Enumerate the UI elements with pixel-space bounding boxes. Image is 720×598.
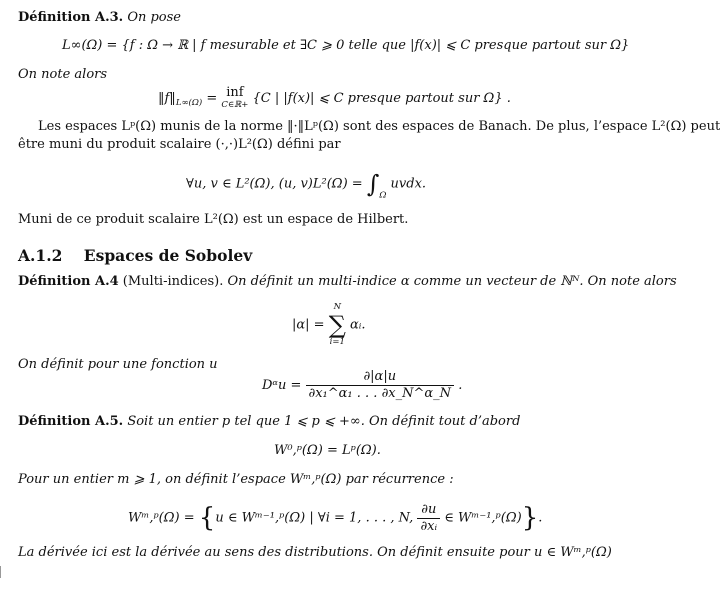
norm-lhs: ‖f‖ <box>158 91 176 106</box>
derivative-lhs: Dᵅu = <box>262 378 302 393</box>
definition-a4-line <box>18 274 677 290</box>
sum-symbol: ∑ <box>328 311 346 339</box>
definition-a4-label: Définition A.4 <box>18 274 119 289</box>
wmp-numerator: ∂u <box>417 502 440 519</box>
norm-subscript: L∞(Ω) <box>175 98 203 108</box>
wmp-lhs: Wᵐ,ᵖ(Ω) = <box>128 510 195 526</box>
inner-product-lhs: ∀u, v ∈ L²(Ω), (u, v)L²(Ω) = <box>186 176 363 192</box>
sum-operator <box>329 302 346 348</box>
integral-symbol: ∫ <box>366 170 380 198</box>
inf-symbol: inf <box>226 85 244 100</box>
definition-a5-line <box>18 414 520 430</box>
derivative-denominator: ∂x₁^α₁ . . . ∂x_N^α_N <box>308 386 452 401</box>
equation-linf: L∞(Ω) = {f : Ω → ℝ | f mesurable et ∃C ⩾ 0 telle que |f(x)| ⩽ C presque partout sur Ω} <box>62 38 630 53</box>
section-heading <box>18 246 252 265</box>
note-alors: On note alors <box>18 67 108 82</box>
definition-a5-label: Définition A.5. <box>18 414 124 429</box>
equation-inner-product <box>186 170 426 210</box>
derivative-numerator: ∂|α|u <box>306 369 455 386</box>
wmp-end: . <box>538 510 543 526</box>
wmp-tail: ∈ Wᵐ⁻¹,ᵖ(Ω) <box>444 510 522 526</box>
definition-a3-line <box>18 10 181 26</box>
definition-a5-text: Soit un entier p tel que 1 ⩽ p ⩽ +∞. On définit tout d’abord <box>127 414 521 429</box>
equation-w0p: W⁰,ᵖ(Ω) = Lᵖ(Ω). <box>274 443 381 458</box>
inf-subscript: C∈ℝ+ <box>221 100 249 110</box>
definition-a4-text: On définit un multi-indice α comme un vecteur de ℕᴺ. On note alors <box>227 274 677 289</box>
recurrence-sentence: Pour un entier m ⩾ 1, on définit l’espace Wᵐ,ᵖ(Ω) par récurrence : <box>18 472 454 487</box>
derivative-end: . <box>458 378 463 393</box>
alpha-rhs: αᵢ. <box>350 317 366 333</box>
sum-lower: i=1 <box>329 337 345 347</box>
paragraph-lp-line-1: Les espaces Lᵖ(Ω) munis de la norme ‖·‖Lᵖ(Ω) sont des espaces de Banach. De plus, l’espace L²(Ω) peut <box>38 119 720 134</box>
equation-multi-index <box>292 302 366 348</box>
derivative-fraction <box>306 369 455 402</box>
inf-operator <box>221 86 248 111</box>
hilbert-sentence: Muni de ce produit scalaire L²(Ω) est un espace de Hilbert. <box>18 212 409 227</box>
section-title: Espaces de Sobolev <box>83 246 253 265</box>
norm-rhs: {C | |f(x)| ⩽ C presque partout sur Ω} . <box>252 91 511 106</box>
equation-norm: $‖f‖_{L\infty(\Omega)}$ = inf C∈ℝ+ {C | |f(x)| ⩽ C presque partout sur Ω} . <box>158 85 511 110</box>
margin-mark <box>0 566 1 578</box>
wmp-denominator: ∂xᵢ <box>420 518 438 534</box>
integral-domain: Ω <box>379 190 387 201</box>
paragraph-lp-line-2: être muni du produit scalaire (·,·)L²(Ω) défini par <box>18 137 341 152</box>
equation-derivative <box>262 368 462 404</box>
definition-a3-label: Définition A.3. <box>18 10 124 25</box>
wmp-set-body: u ∈ Wᵐ⁻¹,ᵖ(Ω) | ∀i = 1, . . . , N, <box>215 510 414 526</box>
wmp-fraction <box>417 502 440 535</box>
section-number: A.1.2 <box>18 246 63 265</box>
derivative-intro: On définit pour une fonction u <box>18 357 218 372</box>
distributions-sentence: La dérivée ici est la dérivée au sens des distributions. On définit ensuite pour u ∈ Wᵐ,ᵖ(Ω) <box>18 545 612 560</box>
alpha-lhs: |α| = <box>292 317 325 333</box>
definition-a4-paren: (Multi-indices). <box>122 274 224 289</box>
sum-upper: N <box>333 302 341 312</box>
inner-product-rhs: uvdx. <box>390 176 427 192</box>
definition-a3-intro: On pose <box>127 10 181 25</box>
equation-wmp: Wᵐ,ᵖ(Ω) = {u ∈ Wᵐ⁻¹,ᵖ(Ω) | ∀i = 1, . . . , N, $\frac{\partial u}{\text{∂xᵢ}}$ ∈ Wᵐ⁻¹,ᵖ(Ω)}. <box>128 501 543 534</box>
